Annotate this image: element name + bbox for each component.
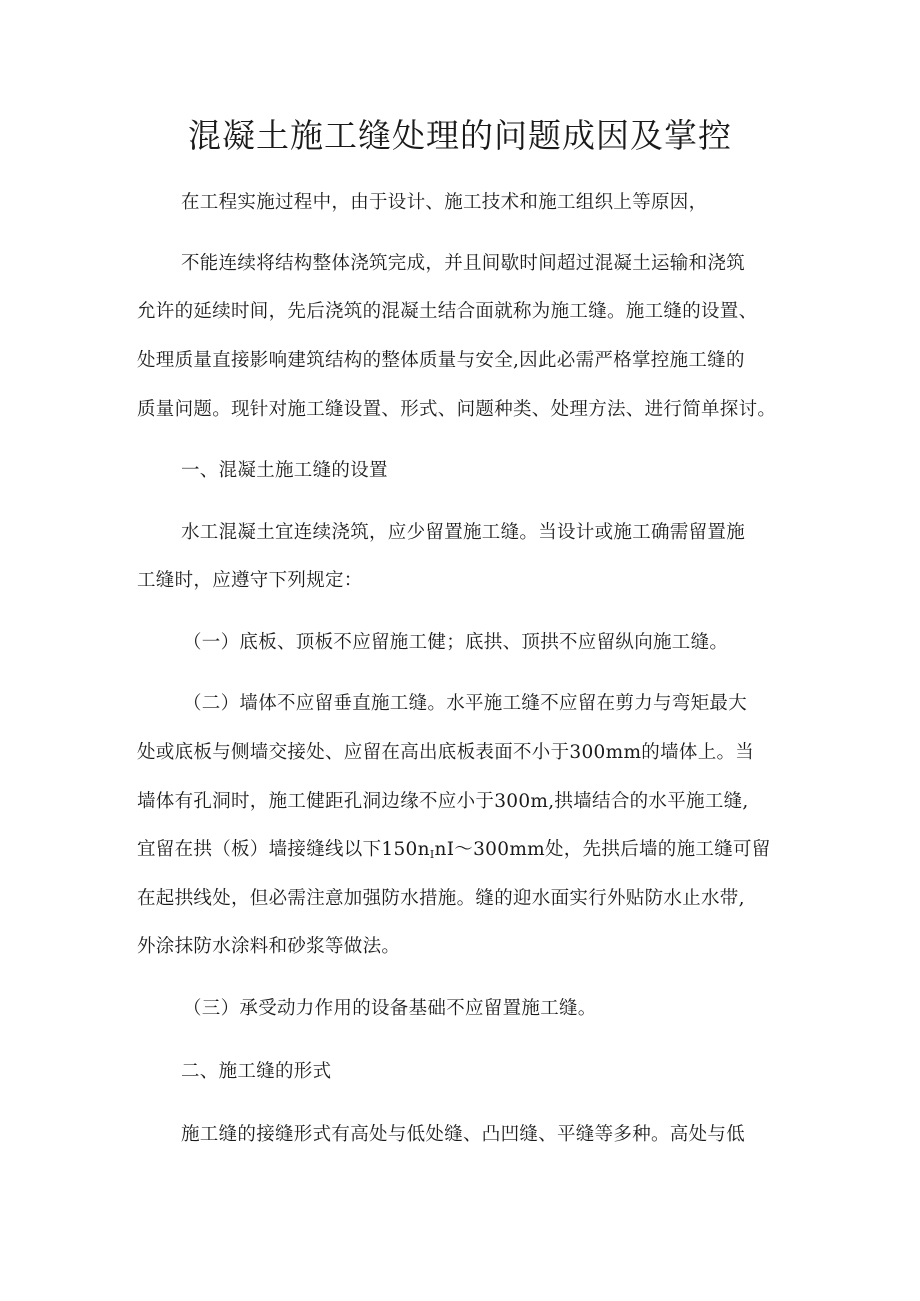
paragraph-line: 处或底板与侧墙交接处、应留在高出底板表面不小于300mm的墙体上。当 [137,742,755,763]
paragraph-line [137,835,771,870]
rule-item: （三）承受动力作用的设备基础不应留置施工缝。 [183,998,597,1019]
line-text-before: 宜留在拱（板）墙接缝线以下150n [137,839,430,860]
paragraph-line: 工缝时，应遵守下列规定： [137,570,363,591]
rule-item: （一）底板、顶板不应留施工健；底拱、顶拱不应留纵向施工缝。 [183,632,729,653]
paragraph-line: 处理质量直接影响建筑结构的整体质量与安全,因此必需严格掌控施工缝的 [137,350,745,371]
paragraph-line: 水工混凝土宜连续浇筑，应少留置施工缝。当设计或施工确需留置施 [181,522,746,543]
line-text-after: nI～300mm处，先拱后墙的施工缝可留 [434,839,771,860]
section-heading: 二、施工缝的形式 [181,1061,332,1082]
section-heading: 一、混凝土施工缝的设置 [181,460,388,481]
paragraph-line: 在工程实施过程中，由于设计、施工技术和施工组织上等原因， [181,192,708,213]
document-title: 混凝土施工缝处理的问题成因及掌控 [188,116,732,155]
subscript-mark: I [429,848,435,861]
paragraph-line: 允许的延续时间，先后浇筑的混凝土结合面就称为施工缝。施工缝的设置、 [137,301,758,322]
rule-item: （二）墙体不应留垂直施工缝。水平施工缝不应留在剪力与弯矩最大 [183,693,748,714]
paragraph-line: 施工缝的接缝形式有高处与低处缝、凸凹缝、平缝等多种。高处与低 [181,1124,746,1145]
paragraph-line: 质量问题。现针对施工缝设置、形式、问题种类、处理方法、进行简单探讨。 [137,399,777,420]
paragraph-line: 不能连续将结构整体浇筑完成，并且间歇时间超过混凝土运输和浇筑 [181,253,746,274]
paragraph-line: 墙体有孔洞时，施工健距孔洞边缘不应小于300m,拱墙结合的水平施工缝, [137,791,749,812]
paragraph-line: 外涂抹防水涂料和砂浆等做法。 [137,936,401,957]
paragraph-line: 在起拱线处，但必需注意加强防水措施。缝的迎水面实行外贴防水止水带, [137,888,745,909]
